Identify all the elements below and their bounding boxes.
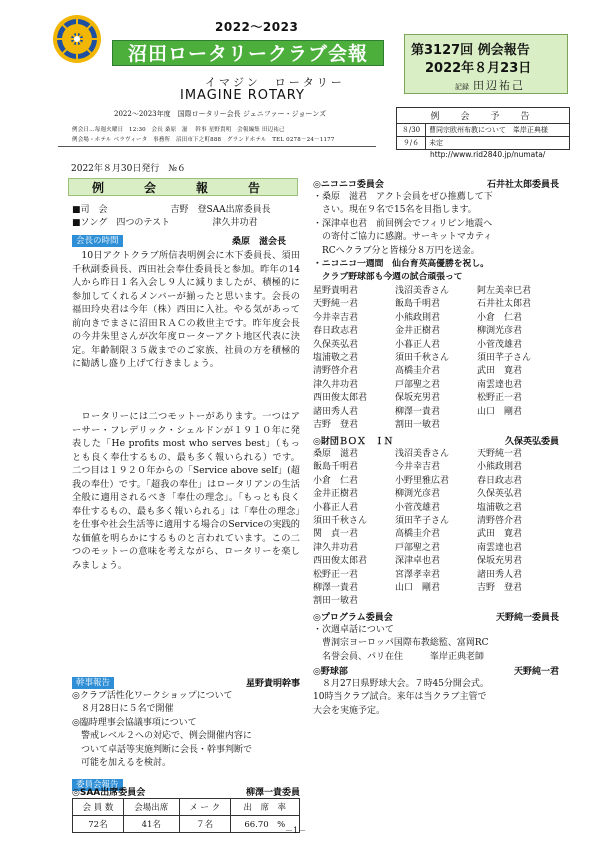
member-name: 山口 剛君 — [477, 406, 523, 417]
president-section-label: 会長の時間 — [72, 235, 123, 247]
member-name: 春日政志君 — [477, 475, 523, 486]
member-name: 今井幸吉君 — [395, 462, 441, 473]
member-name: 保坂充男君 — [395, 393, 441, 404]
member-name: 西田俊太郎君 — [313, 556, 368, 567]
member-name: 津久井功君 — [313, 379, 359, 390]
member-name: 松野正一君 — [477, 393, 523, 404]
member-name: 高橋圭介君 — [395, 529, 441, 540]
nikoniko-week: ・ニコニコ一週間 仙台育英高優勝を祝し。 クラブ野球部も今週の試合頑張って — [313, 259, 489, 283]
saa-name: 柳澤一貴委員 — [245, 788, 300, 798]
name-row — [313, 339, 559, 352]
name-row — [313, 595, 559, 608]
member-name: 阿左美幸巳君 — [477, 286, 532, 296]
member-name: 諸田秀人君 — [477, 569, 523, 580]
member-name: 須田千秋さん — [313, 516, 368, 527]
member-name: 高橋圭介君 — [395, 366, 441, 377]
member-name: 戸部聖之君 — [395, 542, 441, 553]
member-name: 浅沼美香さん — [395, 449, 450, 459]
meeting-schedule — [396, 107, 570, 150]
member-name: 柳渕光彦君 — [477, 326, 523, 337]
name-row — [313, 488, 559, 501]
role-row: ■ 司 会 吉野 登SAA出席委員長 — [72, 205, 271, 215]
president-name: 桑原 滋会長 — [231, 237, 286, 247]
name-row — [313, 528, 559, 541]
name-row — [313, 379, 559, 392]
club-url-link[interactable]: http://www.rid2840.jp/numata/ — [430, 150, 546, 159]
week-names-grid — [313, 285, 559, 432]
name-row — [313, 298, 559, 311]
baseball-title: ◎野球部 — [313, 667, 348, 677]
saa-title: ◎SAA出席委員会 — [72, 788, 146, 798]
saa-header — [72, 785, 300, 798]
member-name: 武田 寛君 — [477, 366, 523, 377]
secretary-name: 星野貴明幹事 — [245, 679, 300, 689]
member-name: 小熊政則君 — [477, 462, 523, 473]
member-name: 星野貴明君 — [313, 286, 359, 296]
name-row — [313, 392, 559, 405]
box-name: 久保英弘委員 — [504, 437, 559, 447]
member-name — [477, 419, 559, 432]
member-name: 金井正樹君 — [313, 489, 359, 500]
meeting-number: 第3127回 例会報告 — [411, 43, 530, 58]
member-name: 小暮正人君 — [313, 502, 359, 513]
president-paragraph-1: 10日アクトクラブ所信表明例会に木下委員長、須田千秋副委員長、西田社会奉仕委員長と参加。昨年の14人から昨日１名入会し９人に減りましたが、積極的に参加してくれるメンバーが揃ったと思います。会長の福田玲央君は今年（株）西田に入社。やる気があって前向きでまさに沼田ＲＡＣの救世主です。昨年度会長の今井朱里さんが次年度ローターアクト地区代表に決定。年齢制限３５歳までのご家族、社員の方を積極的に勧誘し盛り上げて行きましょう。 — [72, 250, 300, 369]
member-name: 諸田秀人君 — [313, 406, 359, 417]
member-name: 柳渕光彦君 — [395, 489, 441, 500]
name-row — [313, 325, 559, 338]
baseball-items: ８月27日県野球大会。７時45分開会式。 10時当クラブ試合。来年は当クラブ主管で 大会を実施予定。 — [313, 679, 489, 716]
secretary-header — [72, 676, 300, 689]
president-header — [72, 234, 300, 247]
member-name: 山口 剛君 — [395, 583, 441, 594]
program-items: ・次週卓話について 曹洞宗ヨーロッパ国際布教総監、富岡RC 名誉会員、パリ在住 峯岸正典老師 — [313, 625, 489, 662]
member-name: 西田俊太郎君 — [313, 393, 368, 404]
name-row — [313, 448, 559, 461]
meeting-info-line: 例会日…毎週火曜日 12:30 会長 桑原 滋 幹事 星野貴明 会報編集 田辺祐己 — [72, 127, 285, 133]
member-name: 宮澤孝幸君 — [395, 569, 441, 580]
schedule-row: ８/30 曹同宗欧州布教について 峯岸正典様 — [397, 124, 569, 137]
recorder: 記録 田辺祐己 — [455, 79, 525, 92]
member-name: 須田芊子さん — [395, 516, 450, 527]
theme-english: IMAGINE ROTARY — [180, 88, 305, 103]
member-name: 春日政志君 — [313, 326, 359, 337]
meeting-date: 2022年８月23日 — [425, 61, 532, 76]
roles — [72, 204, 300, 231]
member-name: 久保英弘君 — [313, 339, 359, 350]
member-name: 武田 寛君 — [477, 529, 523, 540]
member-name: 小野里雅広君 — [395, 475, 450, 486]
member-name: 柳澤一貴君 — [313, 583, 359, 594]
box-header — [313, 434, 559, 447]
name-row — [313, 569, 559, 582]
report-title: 例 会 報 告 — [68, 178, 298, 196]
member-name: 松野正一君 — [313, 569, 359, 580]
term-years: 2022～2023 — [215, 20, 299, 34]
box-title: ◎財団ＢＯＸ ＩＮ — [313, 437, 393, 447]
member-name: 柳澤一貴君 — [395, 406, 441, 417]
role-row: ■ ソング 四つのテスト 津久井功君 — [72, 218, 258, 229]
name-row — [313, 475, 559, 488]
member-name: 塩浦敬之君 — [477, 502, 523, 513]
name-row — [313, 285, 559, 298]
club-name-banner: 沼田ロータリークラブ会報 — [112, 40, 384, 66]
name-row — [313, 406, 559, 419]
member-name: 天野純一君 — [477, 449, 523, 459]
secretary-section-label: 幹事報告 — [72, 677, 114, 689]
member-name: 津久井功君 — [313, 542, 359, 553]
nikoniko-name: 石井社太郎委員長 — [486, 180, 559, 190]
table-row: 72名 41名 ７名 66.70 % — [73, 816, 300, 833]
member-name: 割田一敏君 — [395, 420, 441, 431]
name-row — [313, 419, 559, 432]
member-name: 浅沼美香さん — [395, 286, 450, 296]
member-name: 小暮正人君 — [395, 339, 441, 350]
member-name: 関 貞一君 — [313, 529, 359, 540]
name-row — [313, 515, 559, 528]
member-name: 深津卓也君 — [395, 556, 441, 567]
schedule-title: 例 会 予 告 — [397, 108, 569, 124]
secretary-items: ◎クラブ活性化ワークショップについて ８月28日に５名で開催 ◎臨時理事会協議事項について 警戒レベル２への対応で、例会開催内容に ついて卓話等実施判断に会長・幹事判断で 可能を加えるを検討。 — [72, 691, 253, 769]
member-name: 小倉 仁君 — [477, 312, 523, 323]
member-name: 戸部聖之君 — [395, 379, 441, 390]
name-row — [313, 312, 559, 325]
member-name: 小熊政則君 — [395, 312, 441, 323]
header-rule — [58, 146, 376, 147]
name-row — [313, 352, 559, 365]
theme-japanese: イマジン ロータリー — [205, 76, 345, 89]
meeting-report-box — [404, 34, 568, 94]
program-title: ◎プログラム委員会 — [313, 613, 393, 623]
member-name — [395, 595, 477, 608]
member-name: 須田芊子さん — [477, 353, 532, 364]
nikoniko-title: ◎ニコニコ委員会 — [313, 180, 384, 190]
office-info-line: 例会場・ホテル ベラヴィータ 事務所 沼田市下之町888 グランドホテル TEL 0278－24－1177 — [72, 137, 335, 143]
attendance-table — [72, 798, 300, 833]
member-name: 小菅茂雄君 — [477, 339, 523, 350]
page-number: －1－ — [285, 826, 307, 835]
member-name: 南雲達也君 — [477, 379, 523, 390]
table-row: 会 員 数 会場出席 メ ー ク 出 席 率 — [73, 799, 300, 816]
nikoniko-header — [313, 177, 559, 190]
member-name: 保坂充男君 — [477, 556, 523, 567]
name-row — [313, 461, 559, 474]
member-name: 清野啓介君 — [477, 516, 523, 527]
name-row — [313, 365, 559, 378]
member-name: 割田一敏君 — [313, 596, 359, 607]
member-name: 吉野 登君 — [313, 420, 359, 431]
member-name: 南雲達也君 — [477, 542, 523, 553]
member-name: 塩浦敬之君 — [313, 353, 359, 364]
member-name: 金井正樹君 — [395, 326, 441, 337]
member-name: 桑原 滋君 — [313, 449, 359, 459]
member-name — [477, 595, 559, 608]
member-name: 清野啓介君 — [313, 366, 359, 377]
member-name: 今井幸吉君 — [313, 312, 359, 323]
president-paragraph-2: ロータリーには二つモットーがあります。一つはアーサー・フレデリック・シェルドンが１９１０年に発表した「He profits most who serves best」（もっとも良く奉仕するもの、最も多く報いられる）です。二つ目は１９２０年からの「Service above self」(超我の奉仕）です。「超我の奉仕」はロータリアンの生活全般に適用されるべき「奉仕の理念」。「もっとも良く奉仕するもの、最も多く報いられる」は「奉仕の理念」を仕事や社会生活等に適用する場合のServiceの実践的な価値を明らかにするものと言われています。この二つのモットーの意味を考えながら、ロータリーを楽しみましょう。 — [72, 411, 300, 571]
program-name: 天野純一委員長 — [495, 613, 559, 623]
member-name: 石井社太郎君 — [477, 299, 532, 310]
member-name: 吉野 登君 — [477, 583, 523, 594]
name-row — [313, 555, 559, 568]
name-row — [313, 542, 559, 555]
nikoniko-items: ・桑原 滋君 アクト会員をぜひ推薦して下 さい。現在９名で15名を目指します。 ・深津卓也君 前回例会でフィリピン地震へ の寄付ご協力に感謝。サーキットマカティ RCへクラブ分と皆様分８万円を送金。 — [313, 192, 493, 256]
name-row — [313, 582, 559, 595]
committee-section-label: 委員会報告 — [72, 779, 123, 791]
member-name: 須田千秋さん — [395, 353, 450, 364]
ri-president-line: 2022～2023年度 国際ロータリー会長 ジェニファー・ジョーンズ — [114, 110, 327, 118]
schedule-row: ９/６ 未定 — [397, 137, 569, 149]
member-name: 小倉 仁君 — [313, 475, 359, 486]
program-header — [313, 610, 559, 623]
publish-date: 2022年８月30日発行 №６ — [71, 164, 186, 174]
member-name: 飯島千明君 — [395, 299, 441, 310]
rotary-logo-icon — [52, 14, 102, 64]
member-name: 小菅茂雄君 — [395, 502, 441, 513]
member-name: 天野純一君 — [313, 299, 359, 310]
member-name: 久保英弘君 — [477, 489, 523, 500]
baseball-name: 天野純一君 — [513, 667, 559, 677]
member-name: 飯島千明君 — [313, 462, 359, 473]
box-names-grid — [313, 448, 559, 609]
baseball-header — [313, 664, 559, 677]
name-row — [313, 502, 559, 515]
